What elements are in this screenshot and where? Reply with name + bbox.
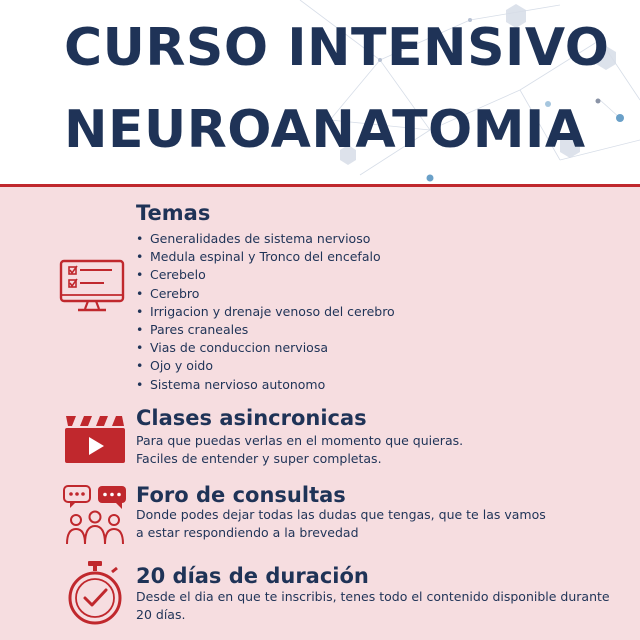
list-item: • Cerebelo xyxy=(136,266,395,284)
foro-desc-line1: Donde podes dejar todas las dudas que tengas, que te las vamos xyxy=(136,507,546,522)
list-item: • Medula espinal y Tronco del encefalo xyxy=(136,248,395,266)
list-item: • Cerebro xyxy=(136,285,395,303)
duracion-title: 20 días de duración xyxy=(136,564,369,588)
list-item: • Pares craneales xyxy=(136,321,395,339)
checklist-monitor-icon xyxy=(58,258,126,314)
video-clapper-icon xyxy=(64,414,126,464)
clases-title: Clases asincronicas xyxy=(136,406,367,430)
foro-title: Foro de consultas xyxy=(136,483,346,507)
list-item: • Irrigacion y drenaje venoso del cerebro xyxy=(136,303,395,321)
title-line-2: NEUROANATOMIA xyxy=(64,100,586,160)
list-item: • Generalidades de sistema nervioso xyxy=(136,230,395,248)
list-item: • Sistema nervioso autonomo xyxy=(136,376,395,394)
header xyxy=(0,0,640,184)
duracion-desc-line2: 20 días. xyxy=(136,607,186,622)
group-chat-icon xyxy=(62,484,128,546)
stopwatch-icon xyxy=(66,560,124,626)
foro-desc-line2: a estar respondiendo a la brevedad xyxy=(136,525,359,540)
temas-list xyxy=(136,230,395,394)
clases-desc-line2: Faciles de entender y super completas. xyxy=(136,451,382,466)
duracion-desc-line1: Desde el dia en que te inscribis, tenes todo el contenido disponible durante xyxy=(136,589,610,604)
list-item: • Ojo y oido xyxy=(136,357,395,375)
title-line-1: CURSO INTENSIVO xyxy=(64,18,610,78)
list-item: • Vias de conduccion nerviosa xyxy=(136,339,395,357)
temas-title: Temas xyxy=(136,201,211,225)
clases-desc-line1: Para que puedas verlas en el momento que quieras. xyxy=(136,433,464,448)
